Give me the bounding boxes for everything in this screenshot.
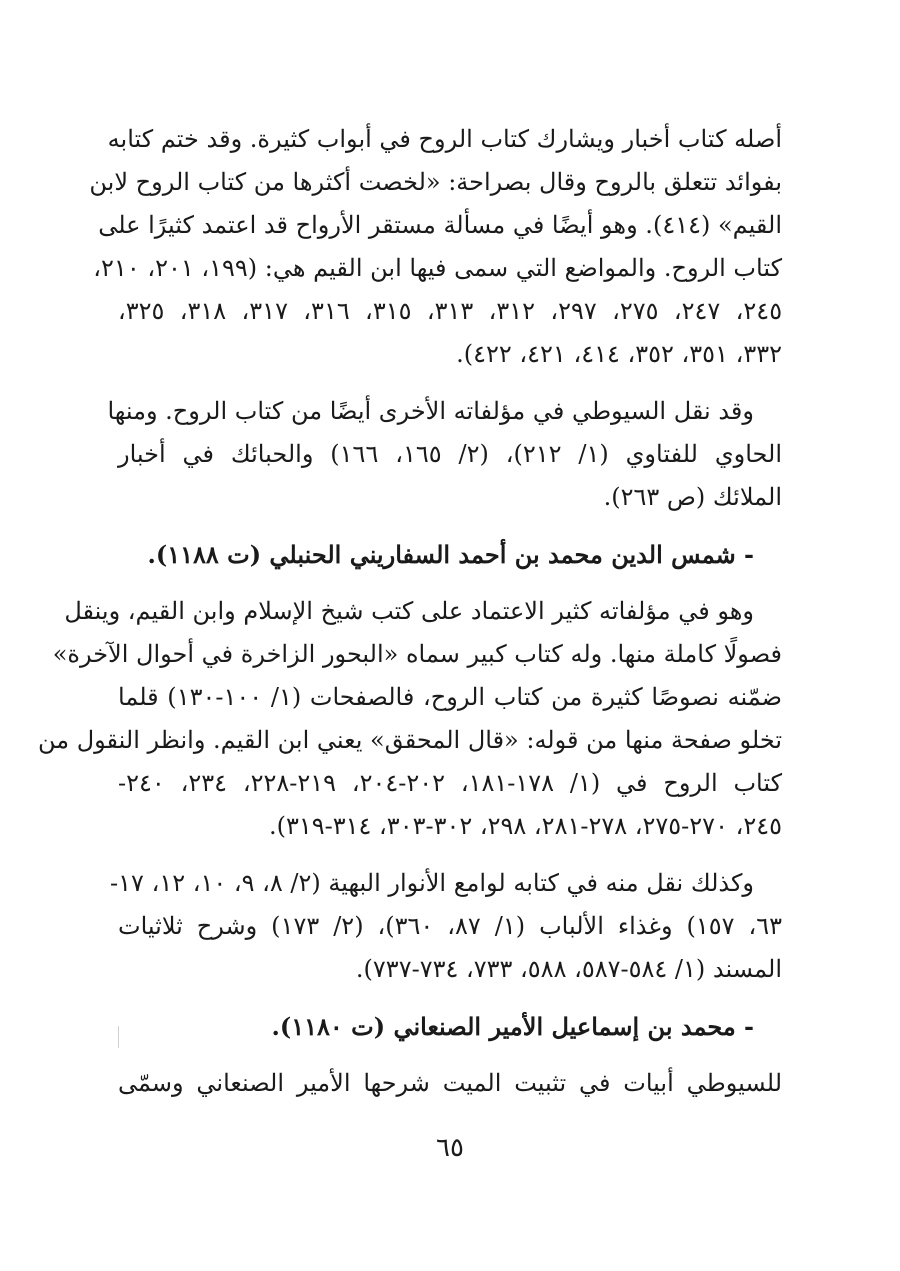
- text-line: القيم» (٤١٤). وهو أيضًا في مسألة مستقر الأرواح قد اعتمد كثيرًا على: [98, 211, 782, 239]
- text-line: ٢٤٥، ٢٧٠-٢٧٥، ٢٧٨-٢٨١، ٢٩٨، ٣٠٢-٣٠٣، ٣١٤-٣١٩).: [268, 812, 782, 840]
- paragraph-2: [107, 390, 783, 519]
- text-line: ٣٣٢، ٣٥١، ٣٥٢، ٤١٤، ٤٢١، ٤٢٢).: [456, 340, 782, 368]
- text-line: أصله كتاب أخبار ويشارك كتاب الروح في أبواب كثيرة. وقد ختم كتابه: [107, 125, 782, 153]
- paragraph-1: [89, 118, 783, 376]
- text-line: الحاوي للفتاوي (١/ ٢١٢)، (٢/ ١٦٥، ١٦٦) والحبائك في أخبار: [118, 440, 783, 468]
- margin-rule: [118, 1026, 119, 1048]
- text-line: كتاب الروح في (١/ ١٧٨-١٨١، ٢٠٢-٢٠٤، ٢١٩-٢٢٨، ٢٣٤، ٢٤٠-: [118, 769, 783, 797]
- text-line: كتاب الروح. والمواضع التي سمى فيها ابن القيم هي: (١٩٩، ٢٠١، ٢١٠،: [93, 254, 782, 282]
- text-line: بفوائد تتعلق بالروح وقال بصراحة: «لخصت أكثرها من كتاب الروح لابن: [89, 168, 782, 196]
- paragraph-5: [118, 1062, 782, 1105]
- text-line: المسند (١/ ٥٨٤-٥٨٧، ٥٨٨، ٧٣٣، ٧٣٤-٧٣٧).: [355, 955, 782, 983]
- text-line: وقد نقل السيوطي في مؤلفاته الأخرى أيضًا من كتاب الروح. ومنها: [107, 397, 754, 425]
- page-number: ٦٥: [436, 1133, 464, 1163]
- text-line: فصولًا كاملة منها. وله كتاب كبير سماه «البحور الزاخرة في أحوال الآخرة»: [52, 640, 782, 668]
- text-line: ضمّنه نصوصًا كثيرة من كتاب الروح، فالصفحات (١/ ١٠٠-١٣٠) قلما: [118, 683, 782, 711]
- section-heading-safarini: - شمس الدين محمد بن أحمد السفاريني الحنبلي (ت ١١٨٨).: [147, 540, 754, 569]
- text-line: وكذلك نقل منه في كتابه لوامع الأنوار البهية (٢/ ٨، ٩، ١٠، ١٢، ١٧-: [110, 869, 754, 897]
- text-line: تخلو صفحة منها من قوله: «قال المحقق» يعني ابن القيم. وانظر النقول من: [37, 726, 782, 754]
- section-heading-sanani: - محمد بن إسماعيل الأمير الصنعاني (ت ١١٨٠).: [271, 1012, 754, 1041]
- text-line: للسيوطي أبيات في تثبيت الميت شرحها الأمير الصنعاني وسمّى: [118, 1069, 782, 1097]
- page-body: [37, 118, 783, 1105]
- text-line: وهو في مؤلفاته كثير الاعتماد على كتب شيخ الإسلام وابن القيم، وينقل: [64, 597, 754, 625]
- paragraph-4: [110, 862, 783, 991]
- paragraph-3: [37, 590, 783, 848]
- text-line: الملائك (ص ٢٦٣).: [603, 483, 782, 511]
- text-line: ٦٣، ١٥٧) وغذاء الألباب (١/ ٨٧، ٣٦٠)، (٢/ ١٧٣) وشرح ثلاثيات: [118, 912, 783, 940]
- text-line: ٢٤٥، ٢٤٧، ٢٧٥، ٢٩٧، ٣١٢، ٣١٣، ٣١٥، ٣١٦، ٣١٧، ٣١٨، ٣٢٥،: [118, 297, 783, 325]
